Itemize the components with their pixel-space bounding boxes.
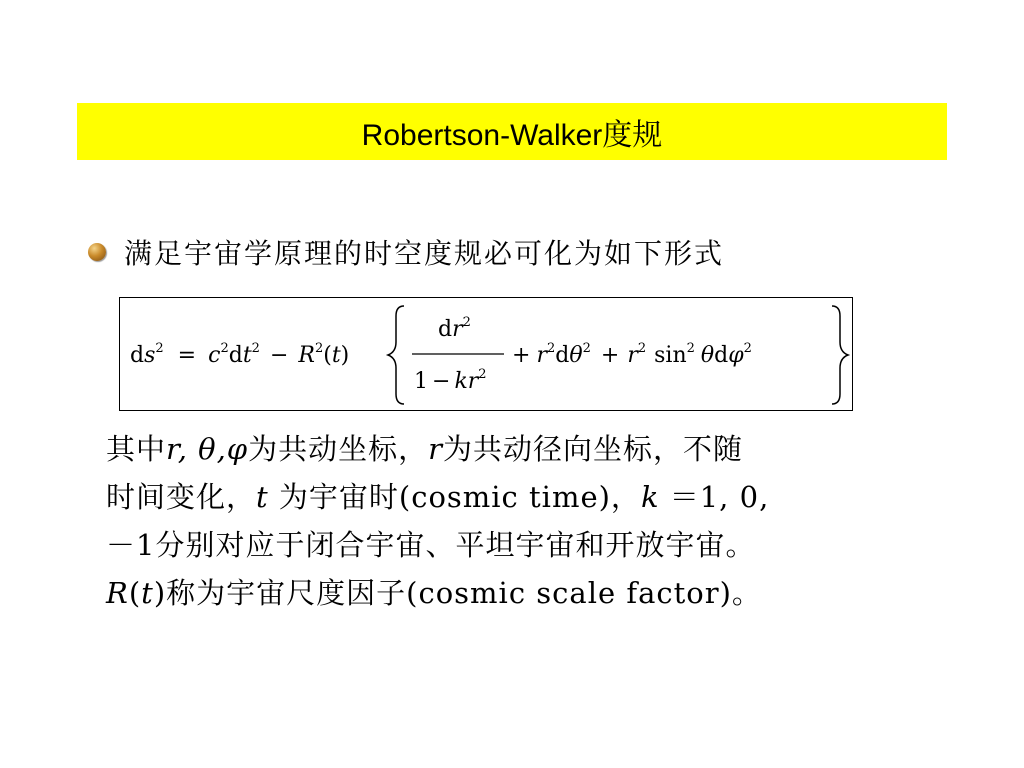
text-segment: (	[128, 576, 142, 610]
equation-tail: + $r^2d\theta^2 + r^2$ $\sin^2 \theta d\varphi^2$	[512, 341, 752, 368]
text-segment: ＝1, 0,	[659, 480, 770, 514]
fraction-denominator: $1 - kr^2$	[414, 367, 487, 394]
title-bar	[77, 103, 947, 160]
paragraph-line-3: －1分别对应于闭合宇宙、平坦宇宙和开放宇宙。	[106, 528, 756, 562]
equation-lhs: $ds^2 = c^2dt^2 - R^2(t)$	[130, 341, 350, 368]
time-var: t	[256, 480, 269, 514]
text-segment: 为宇宙时(cosmic time)，	[268, 480, 641, 514]
bullet-text: 满足宇宙学原理的时空度规必可化为如下形式	[124, 237, 725, 270]
text-segment: 为共动坐标，	[248, 432, 429, 466]
radial-var: r	[428, 432, 444, 466]
text-segment: 其中	[106, 432, 167, 466]
explanation-paragraph	[106, 425, 946, 617]
fraction-numerator: $dr^2$	[438, 315, 471, 342]
slide-title: Robertson-Walker度规	[361, 118, 663, 152]
left-brace	[388, 306, 404, 404]
text-segment: 称为宇宙尺度因子(cosmic scale factor)。	[166, 576, 762, 610]
bullet-item	[88, 232, 724, 272]
time-var: t	[141, 576, 154, 610]
text-segment: 为共动径向坐标，不随	[443, 432, 744, 466]
paragraph-line-1	[106, 425, 946, 473]
text-segment: )	[153, 576, 167, 610]
paragraph-line-4	[106, 569, 946, 617]
text-segment: 时间变化，	[106, 480, 257, 514]
right-brace	[832, 306, 848, 404]
metric-equation	[120, 298, 854, 412]
scale-factor-var: R	[106, 576, 129, 610]
comoving-coords: r, θ,φ	[166, 432, 249, 466]
curvature-var: k	[640, 480, 660, 514]
equation-box	[119, 297, 853, 411]
paragraph-line-2	[106, 473, 946, 521]
bronze-sphere-bullet-icon	[88, 243, 106, 261]
